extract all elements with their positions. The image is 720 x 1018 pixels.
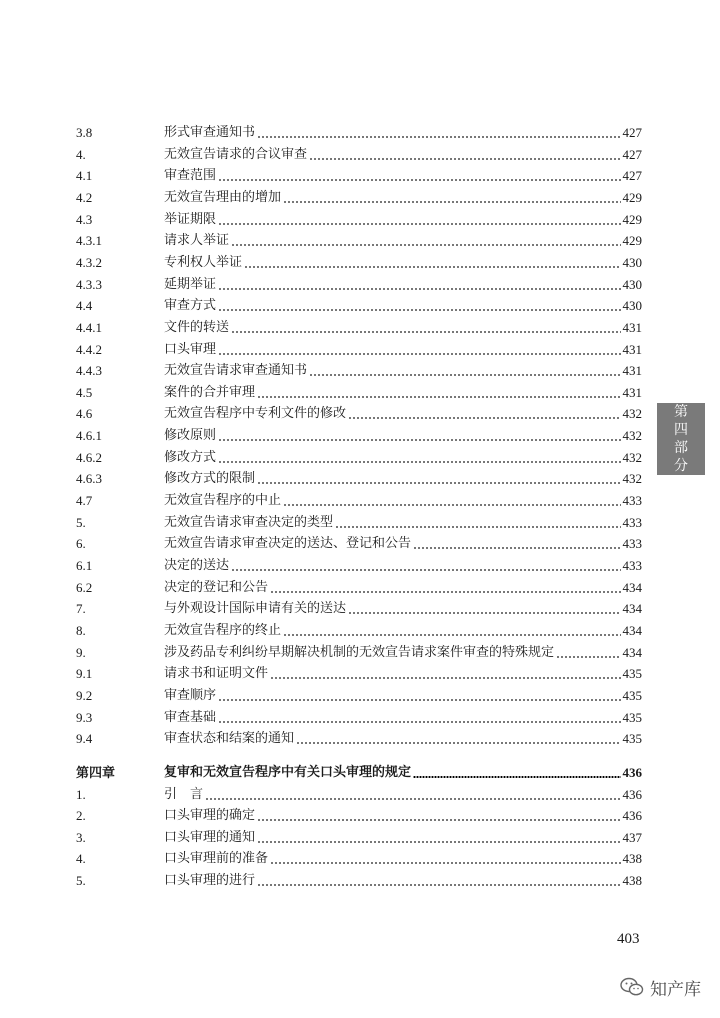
- toc-page-number: 438: [622, 873, 642, 889]
- toc-page-number: 431: [622, 363, 642, 379]
- toc-section-number: 8.: [76, 622, 86, 638]
- toc-section-number: 6.: [76, 536, 86, 552]
- watermark-text: 知产库: [650, 979, 701, 1000]
- toc-row: [76, 357, 642, 379]
- toc-section-number: 4.2: [76, 189, 93, 205]
- toc-row: [76, 530, 642, 552]
- toc-section-number: 4.6.2: [76, 449, 102, 465]
- wechat-icon: [620, 977, 644, 997]
- dot-leader: [309, 158, 620, 160]
- toc-page-number: 430: [622, 276, 642, 292]
- toc-section-title: 无效宣告程序中专利文件的修改: [164, 406, 347, 422]
- toc-page-number: 427: [622, 125, 642, 140]
- toc-section-title: 与外观设计国际申请有关的送达: [164, 601, 347, 617]
- toc-section-number: 3.: [76, 829, 86, 845]
- toc-page-number: 430: [622, 298, 642, 314]
- toc-section-title: 修改方式的限制: [164, 471, 256, 487]
- dot-leader: [218, 461, 620, 463]
- dot-leader: [218, 309, 620, 311]
- toc-section-number: 4.: [76, 146, 86, 162]
- toc-section-title: 决定的登记和公告: [164, 579, 269, 595]
- section-tab-char: 第: [674, 404, 688, 420]
- toc-page-number: 435: [622, 687, 642, 703]
- toc-page-number: 430: [622, 254, 642, 270]
- toc-page-number: 432: [622, 406, 642, 422]
- toc-page-number: 429: [622, 189, 642, 205]
- toc-section-title: 决定的送达: [164, 558, 230, 573]
- dot-leader: [413, 547, 620, 549]
- dot-leader: [257, 136, 620, 138]
- toc-section-number: 4.4.1: [76, 319, 102, 335]
- toc-section-title: 审查方式: [164, 298, 217, 314]
- toc-section-number: 4.6.1: [76, 428, 102, 444]
- toc-section-title: 延期举证: [164, 276, 217, 292]
- toc-page-number: 436: [622, 808, 642, 824]
- toc-section-number: 4.6: [76, 406, 93, 422]
- toc-row: [76, 314, 642, 336]
- toc-chapter-row: [76, 759, 642, 781]
- toc-row: [76, 249, 642, 271]
- toc-row: [76, 552, 642, 574]
- dot-leader: [270, 677, 620, 679]
- dot-leader: [218, 179, 620, 181]
- toc-section-title: 涉及药品专利纠纷早期解决机制的无效宣告请求案件审查的特殊规定: [164, 644, 555, 660]
- toc-section-title: 文件的转送: [164, 319, 230, 335]
- toc-row: [76, 639, 642, 661]
- dot-leader: [556, 656, 620, 658]
- toc-row: [76, 867, 642, 889]
- dot-leader: [283, 201, 620, 203]
- toc-section-title: 口头审理的确定: [164, 808, 256, 824]
- toc-section-title: 请求书和证明文件: [164, 666, 269, 682]
- toc-row: [76, 444, 642, 466]
- dot-leader: [296, 742, 620, 744]
- dot-leader: [257, 819, 620, 821]
- toc-section-title: 无效宣告理由的增加: [164, 189, 282, 205]
- dot-leader: [270, 591, 620, 593]
- dot-leader: [218, 353, 620, 355]
- toc-row: [76, 704, 642, 726]
- toc-section-title: 无效宣告请求的合议审查: [164, 146, 308, 162]
- toc-section-number: 4.4: [76, 298, 93, 314]
- toc-section-number: 4.3.1: [76, 233, 102, 249]
- toc-section-number: 9.4: [76, 731, 93, 747]
- toc-page-number: 436: [622, 786, 642, 802]
- toc-page-number: 434: [622, 622, 642, 638]
- toc-section-title: 口头审理的通知: [164, 829, 256, 845]
- toc-section-number: 9.3: [76, 709, 93, 725]
- toc-section-number: 1.: [76, 786, 86, 802]
- toc-row: [76, 227, 642, 249]
- page-number: 403: [617, 931, 640, 947]
- toc-section-title: 无效宣告程序的中止: [164, 493, 282, 509]
- toc-row: [76, 379, 642, 401]
- toc-page-number: 433: [622, 514, 642, 530]
- toc-section-number: 第四章: [76, 764, 116, 780]
- toc-section-number: 7.: [76, 601, 86, 617]
- toc-section-number: 3.8: [76, 125, 93, 140]
- toc-section-title: 审查状态和结案的通知: [164, 731, 295, 747]
- toc-section-number: 5.: [76, 514, 86, 530]
- toc-section-number: 4.3.2: [76, 254, 102, 270]
- dot-leader: [257, 884, 620, 886]
- section-tab: [657, 403, 705, 475]
- toc-row: [76, 141, 642, 163]
- section-tab-char: 四: [674, 422, 688, 438]
- toc-section-title: 无效宣告请求审查通知书: [164, 363, 308, 379]
- toc-page-number: 432: [622, 449, 642, 465]
- dot-leader: [270, 862, 620, 864]
- toc-section-title: 审查基础: [164, 709, 217, 725]
- toc-row: [76, 824, 642, 846]
- toc-row: [76, 802, 642, 824]
- dot-leader: [335, 526, 620, 528]
- toc-page-number: 431: [622, 384, 642, 400]
- toc-page-number: 429: [622, 233, 642, 249]
- dot-leader: [218, 721, 620, 723]
- toc-row: [76, 487, 642, 509]
- toc-section-title: 形式审查通知书: [164, 125, 256, 140]
- toc-section-number: 2.: [76, 808, 86, 824]
- toc-page-number: 433: [622, 558, 642, 573]
- toc-row: [76, 595, 642, 617]
- toc-section-title: 无效宣告程序的终止: [164, 622, 282, 638]
- toc-section-title: 请求人举证: [164, 233, 230, 249]
- toc-page-number: 438: [622, 851, 642, 867]
- toc-section-number: 4.: [76, 851, 86, 867]
- toc-page-number: 436: [622, 764, 642, 780]
- toc-page-number: 429: [622, 211, 642, 227]
- toc-section-title: 审查顺序: [164, 687, 217, 703]
- toc-section-title: 案件的合并审理: [164, 384, 256, 400]
- toc-page-number: 437: [622, 829, 642, 845]
- dot-leader: [231, 244, 620, 246]
- toc-row: [76, 422, 642, 444]
- toc-page-number: 431: [622, 341, 642, 357]
- toc-section-title: 复审和无效宣告程序中有关口头审理的规定: [164, 764, 412, 780]
- toc-row: [76, 336, 642, 358]
- dot-leader: [218, 223, 620, 225]
- dot-leader: [205, 798, 620, 800]
- toc-section-number: 4.6.3: [76, 471, 102, 487]
- dot-leader: [413, 776, 620, 778]
- toc-section-number: 9.1: [76, 666, 93, 682]
- dot-leader: [283, 634, 620, 636]
- toc-page-number: 434: [622, 601, 642, 617]
- toc-section-title: 口头审理前的准备: [164, 851, 269, 867]
- toc-row: [76, 400, 642, 422]
- toc-page-number: 435: [622, 731, 642, 747]
- toc-section-number: 6.2: [76, 579, 93, 595]
- toc-row: [76, 292, 642, 314]
- dot-leader: [348, 417, 620, 419]
- dot-leader: [283, 504, 620, 506]
- toc-section-number: 4.4.2: [76, 341, 102, 357]
- toc-section-number: 6.1: [76, 558, 93, 573]
- toc-section-number: 9.: [76, 644, 86, 660]
- toc-section-title: 专利权人举证: [164, 254, 243, 270]
- toc-section-number: 4.7: [76, 493, 93, 509]
- watermark: [620, 975, 701, 999]
- dot-leader: [257, 396, 620, 398]
- toc-page-number: 433: [622, 493, 642, 509]
- toc-row: [76, 682, 642, 704]
- toc-page-number: 434: [622, 579, 642, 595]
- dot-leader: [218, 288, 620, 290]
- toc-section-title: 口头审理: [164, 341, 217, 357]
- toc-row: [76, 617, 642, 639]
- dot-leader: [231, 331, 620, 333]
- toc-section-number: 4.4.3: [76, 363, 102, 379]
- toc-section-number: 9.2: [76, 687, 93, 703]
- toc-page-number: 427: [622, 146, 642, 162]
- toc-section-title: 无效宣告请求审查决定的类型: [164, 514, 334, 530]
- toc-section-number: 4.3.3: [76, 276, 102, 292]
- toc-row: [76, 574, 642, 596]
- dot-leader: [348, 612, 620, 614]
- toc-section-title: 审查范围: [164, 168, 217, 184]
- toc-row: [76, 781, 642, 803]
- toc-row: [76, 162, 642, 184]
- dot-leader: [257, 841, 620, 843]
- dot-leader: [218, 699, 620, 701]
- toc-section-number: 4.3: [76, 211, 93, 227]
- dot-leader: [257, 482, 620, 484]
- toc-section-title: 举证期限: [164, 211, 217, 227]
- toc-section-title: 修改原则: [164, 428, 217, 444]
- toc-row: [76, 725, 642, 747]
- dot-leader: [244, 266, 620, 268]
- dot-leader: [231, 569, 620, 571]
- toc-section-title: 修改方式: [164, 449, 217, 465]
- toc-row: [76, 660, 642, 682]
- toc-page-number: 431: [622, 319, 642, 335]
- section-tab-char: 部: [674, 440, 688, 456]
- toc-row: [76, 184, 642, 206]
- toc-section-title: 口头审理的进行: [164, 873, 256, 889]
- toc-row: [76, 206, 642, 228]
- toc-page-number: 433: [622, 536, 642, 552]
- toc-page-number: 435: [622, 666, 642, 682]
- toc-row: [76, 465, 642, 487]
- toc-section-number: 4.5: [76, 384, 93, 400]
- dot-leader: [309, 374, 620, 376]
- section-tab-char: 分: [674, 458, 688, 474]
- toc-row: [76, 845, 642, 867]
- toc-section-number: 4.1: [76, 168, 93, 184]
- toc-page-number: 435: [622, 709, 642, 725]
- toc-section-number: 5.: [76, 873, 86, 889]
- toc-section-title: 无效宣告请求审查决定的送达、登记和公告: [164, 536, 412, 552]
- toc-page-number: 432: [622, 471, 642, 487]
- toc-section-title: 引 言: [164, 786, 204, 802]
- toc-page-number: 434: [622, 644, 642, 660]
- toc-page-number: 432: [622, 428, 642, 444]
- toc-page-number: 427: [622, 168, 642, 184]
- toc-row: [76, 119, 642, 141]
- toc-row: [76, 271, 642, 293]
- dot-leader: [218, 439, 620, 441]
- toc-row: [76, 509, 642, 531]
